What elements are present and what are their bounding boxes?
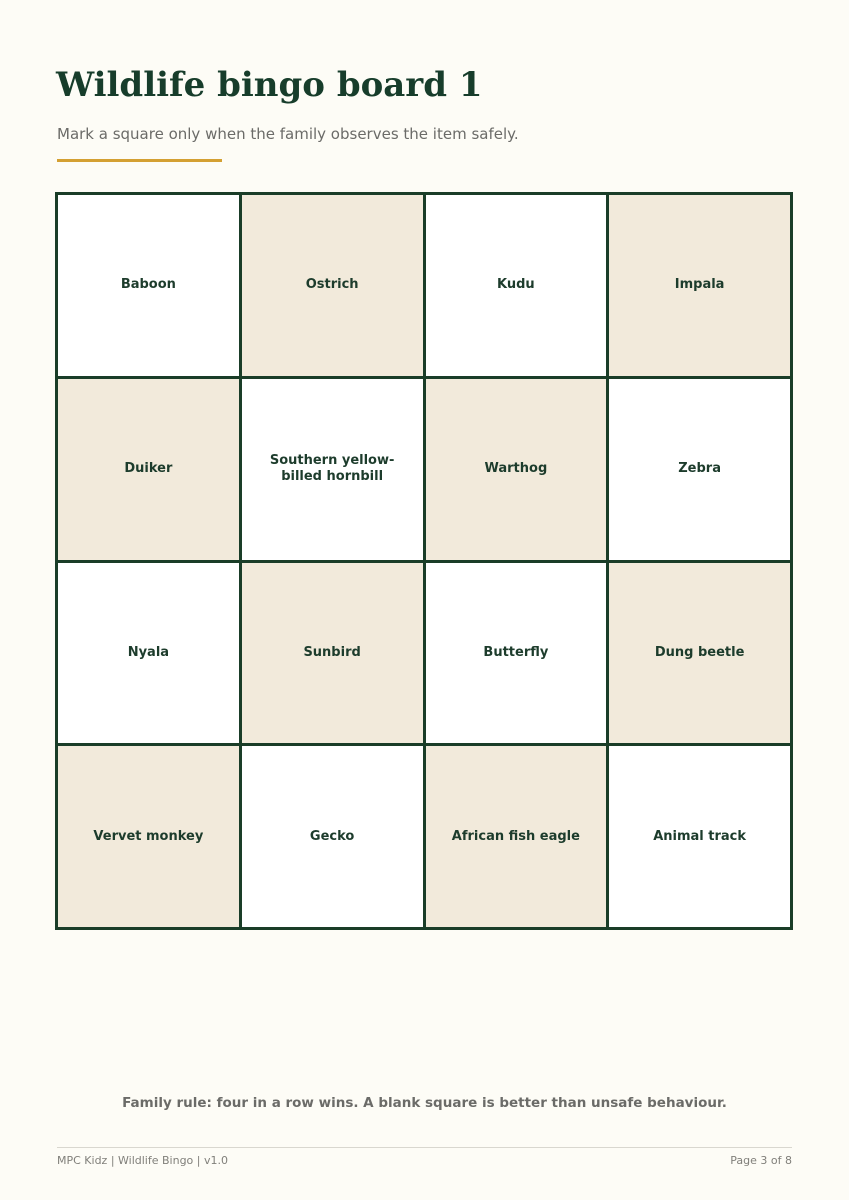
bingo-square-label: Dung beetle	[654, 644, 745, 660]
bingo-square[interactable]	[242, 379, 423, 560]
bingo-square[interactable]	[609, 563, 790, 744]
bingo-square[interactable]	[58, 195, 239, 376]
bingo-square-label: Ostrich	[305, 277, 359, 293]
bingo-square[interactable]	[426, 195, 607, 376]
bingo-board	[55, 192, 793, 930]
bingo-square-label: Vervet monkey	[93, 828, 204, 844]
bingo-square-label: Animal track	[653, 828, 747, 844]
bingo-square-label: Kudu	[497, 277, 535, 293]
footer-divider	[57, 1147, 792, 1148]
bingo-square-label: Impala	[674, 277, 725, 293]
footer-document-info: MPC Kidz | Wildlife Bingo | v1.0	[57, 1154, 228, 1167]
footer-page-number: Page 3 of 8	[730, 1154, 792, 1167]
bingo-square[interactable]	[609, 379, 790, 560]
bingo-square-label: African fish eagle	[451, 828, 580, 844]
bingo-square-label: Nyala	[127, 644, 170, 660]
bingo-square-label: Butterfly	[483, 644, 549, 660]
bingo-square-label: Baboon	[120, 277, 176, 293]
bingo-square-label: Duiker	[124, 461, 173, 477]
bingo-square-label: Warthog	[484, 461, 548, 477]
bingo-square[interactable]	[426, 563, 607, 744]
bingo-square[interactable]	[242, 195, 423, 376]
bingo-square[interactable]	[426, 746, 607, 927]
bingo-square[interactable]	[242, 746, 423, 927]
bingo-square-label: Zebra	[678, 461, 721, 477]
page-title: Wildlife bingo board 1	[56, 65, 483, 105]
family-rule-note: Family rule: four in a row wins. A blank square is better than unsafe behaviour.	[122, 1095, 727, 1111]
bingo-square[interactable]	[609, 746, 790, 927]
accent-divider	[57, 159, 222, 162]
bingo-square[interactable]	[58, 563, 239, 744]
bingo-square-label: Gecko	[309, 828, 355, 844]
bingo-square[interactable]	[242, 563, 423, 744]
bingo-square[interactable]	[426, 379, 607, 560]
bingo-square[interactable]	[58, 379, 239, 560]
bingo-square[interactable]	[609, 195, 790, 376]
page-subtitle: Mark a square only when the family observes the item safely.	[57, 125, 519, 143]
bingo-square-label: Sunbird	[303, 644, 361, 660]
bingo-square[interactable]	[58, 746, 239, 927]
bingo-square-label: Southern yellow-billed hornbill	[269, 453, 395, 485]
